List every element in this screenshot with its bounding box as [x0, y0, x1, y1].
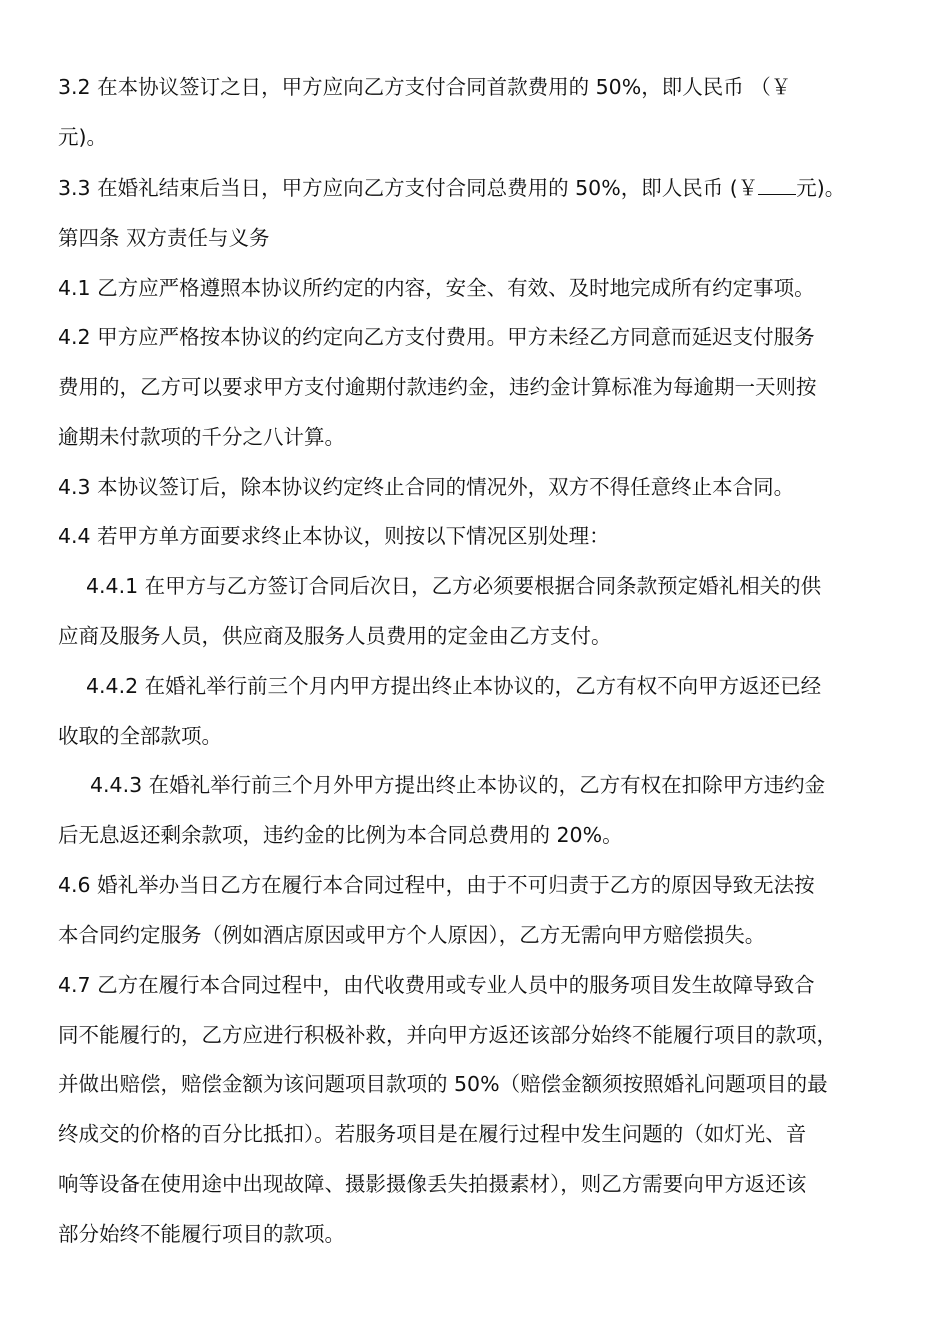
- clause-4-1: 4.1 乙方应严格遵照本协议所约定的内容，安全、有效、及时地完成所有约定事项。: [58, 276, 815, 300]
- clause-4-7-line-4: 终成交的价格的百分比抵扣）。若服务项目是在履行过程中发生问题的（如灯光、音: [58, 1122, 807, 1146]
- clause-3-2-line-1: 3.2 在本协议签订之日，甲方应向乙方支付合同首款费用的 50%，即人民币 （￥: [58, 75, 792, 99]
- clause-3-3-line-1: [58, 173, 903, 203]
- clause-4-4-2-line-2: 收取的全部款项。: [58, 724, 222, 748]
- clause-4-4-1-line-2: 应商及服务人员，供应商及服务人员费用的定金由乙方支付。: [58, 624, 612, 648]
- clause-4-7-line-3: 并做出赔偿，赔偿金额为该问题项目款项的 50%（赔偿金额须按照婚礼问题项目的最: [58, 1072, 828, 1096]
- clause-4-2-line-1: 4.2 甲方应严格按本协议的约定向乙方支付费用。甲方未经乙方同意而延迟支付服务: [58, 325, 815, 349]
- clause-4-3: 4.3 本协议签订后，除本协议约定终止合同的情况外，双方不得任意终止本合同。: [58, 475, 795, 499]
- clause-3-3-end: 元)。: [796, 176, 846, 200]
- clause-4-2-line-3: 逾期未付款项的千分之八计算。: [58, 425, 345, 449]
- clause-4-7-line-2: 同不能履行的，乙方应进行积极补救，并向甲方返还该部分始终不能履行项目的款项，: [58, 1023, 837, 1047]
- clause-4-6-line-1: 4.6 婚礼举办当日乙方在履行本合同过程中，由于不可归责于乙方的原因导致无法按: [58, 873, 815, 897]
- clause-4-4-1-line-1: 4.4.1 在甲方与乙方签订合同后次日，乙方必须要根据合同条款预定婚礼相关的供: [86, 574, 822, 598]
- clause-4-4: 4.4 若甲方单方面要求终止本协议，则按以下情况区别处理：: [58, 524, 610, 548]
- clause-4-6-line-2: 本合同约定服务（例如酒店原因或甲方个人原因），乙方无需向甲方赔偿损失。: [58, 923, 766, 947]
- clause-4-7-line-1: 4.7 乙方在履行本合同过程中，由代收费用或专业人员中的服务项目发生故障导致合: [58, 973, 815, 997]
- clause-4-7-line-6: 部分始终不能履行项目的款项。: [58, 1222, 345, 1246]
- clause-3-2-line-2: 元)。: [58, 125, 107, 149]
- article-4-heading: 第四条 双方责任与义务: [58, 226, 270, 250]
- clause-4-7-line-5: 响等设备在使用途中出现故障、摄影摄像丢失拍摄素材），则乙方需要向甲方返还该: [58, 1172, 807, 1196]
- clause-4-4-3-line-2: 后无息返还剩余款项，违约金的比例为本合同总费用的 20%。: [58, 823, 623, 847]
- clause-4-4-2-line-1: 4.4.2 在婚礼举行前三个月内甲方提出终止本协议的，乙方有权不向甲方返还已经: [86, 674, 822, 698]
- clause-4-2-line-2: 费用的，乙方可以要求甲方支付逾期付款违约金，违约金计算标准为每逾期一天则按: [58, 375, 817, 399]
- amount-blank: [758, 176, 796, 195]
- clause-3-3-text: 3.3 在婚礼结束后当日，甲方应向乙方支付合同总费用的 50%，即人民币 (￥: [58, 176, 759, 200]
- clause-4-4-3-line-1: 4.4.3 在婚礼举行前三个月外甲方提出终止本协议的，乙方有权在扣除甲方违约金: [90, 773, 826, 797]
